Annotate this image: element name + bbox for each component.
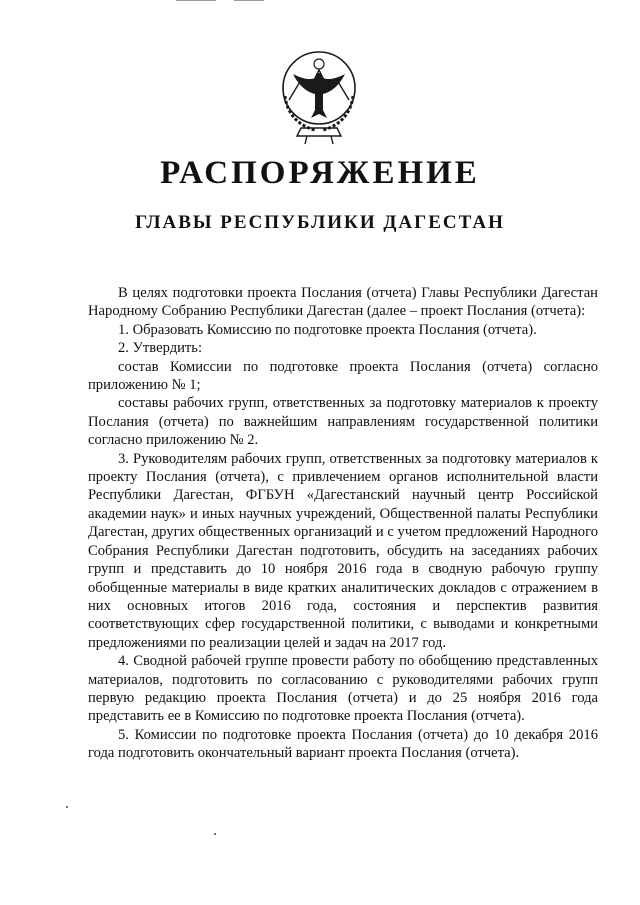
paragraph-item-4: 4. Сводной рабочей группе провести работу по обобщению представленных материалов, подготовить по согласованию с руководителями рабочих групп первую редакцию проекта Послания (отчета) и до 25 ноября 2016 года представить ее в Комиссию по подготовке проекта Послания (отчета). (88, 653, 598, 725)
paragraph-item-2-a: состав Комиссии по подготовке проекта Послания (отчета) согласно приложению № 1; (88, 358, 598, 394)
scan-artifact-line (234, 0, 264, 1)
scan-artifact-line (176, 0, 216, 1)
document-title: РАСПОРЯЖЕНИЕ (160, 155, 480, 191)
document-body (88, 284, 598, 763)
paragraph-intro: В целях подготовки проекта Послания (отчета) Главы Республики Дагестан Народному Собранию Республики Дагестан (далее – проект Послания (отчета): (88, 285, 598, 320)
paragraph-item-3: 3. Руководителям рабочих групп, ответственных за подготовку материалов к проекту Послания (отчета), с привлечением органов исполнительной власти Республики Дагестан, ФГБУН «Дагестанский научный центр Российской академии наук» и иных научных учреждений, Общественной палаты Республики Дагестан, других общественных организаций и с учетом предложений Народного Собрания Республики Дагестан подготовить, обсудить на заседаниях рабочих групп и представить до 10 ноября 2016 года в сводную рабочую группу обобщенные материалы в виде кратких аналитических докладов с отражением в них основных итогов 2016 года, состояния и перспектив развития соответствующих сфер государственной политики, с выводами и конкретными предложениями по реализации целей и задач на 2017 год. (88, 450, 598, 651)
paragraph-item-1: 1. Образовать Комиссию по подготовке проекта Послания (отчета). (118, 321, 537, 338)
paragraph-item-2-b: составы рабочих групп, ответственных за подготовку материалов к проекту Послания (отчета) по важнейшим направлениям государственной политики согласно приложению № 2. (88, 395, 598, 449)
paragraph-item-2: 2. Утвердить: (118, 340, 203, 357)
paragraph-item-5: 5. Комиссии по подготовке проекта Послания (отчета) до 10 декабря 2016 года подготовить окончательный вариант проекта Послания (отчета). (88, 726, 598, 762)
document-subtitle: ГЛАВЫ РЕСПУБЛИКИ ДАГЕСТАН (135, 212, 505, 233)
scan-speck (66, 806, 68, 808)
dagestan-coat-of-arms-icon (271, 48, 367, 148)
scan-speck (214, 833, 216, 835)
